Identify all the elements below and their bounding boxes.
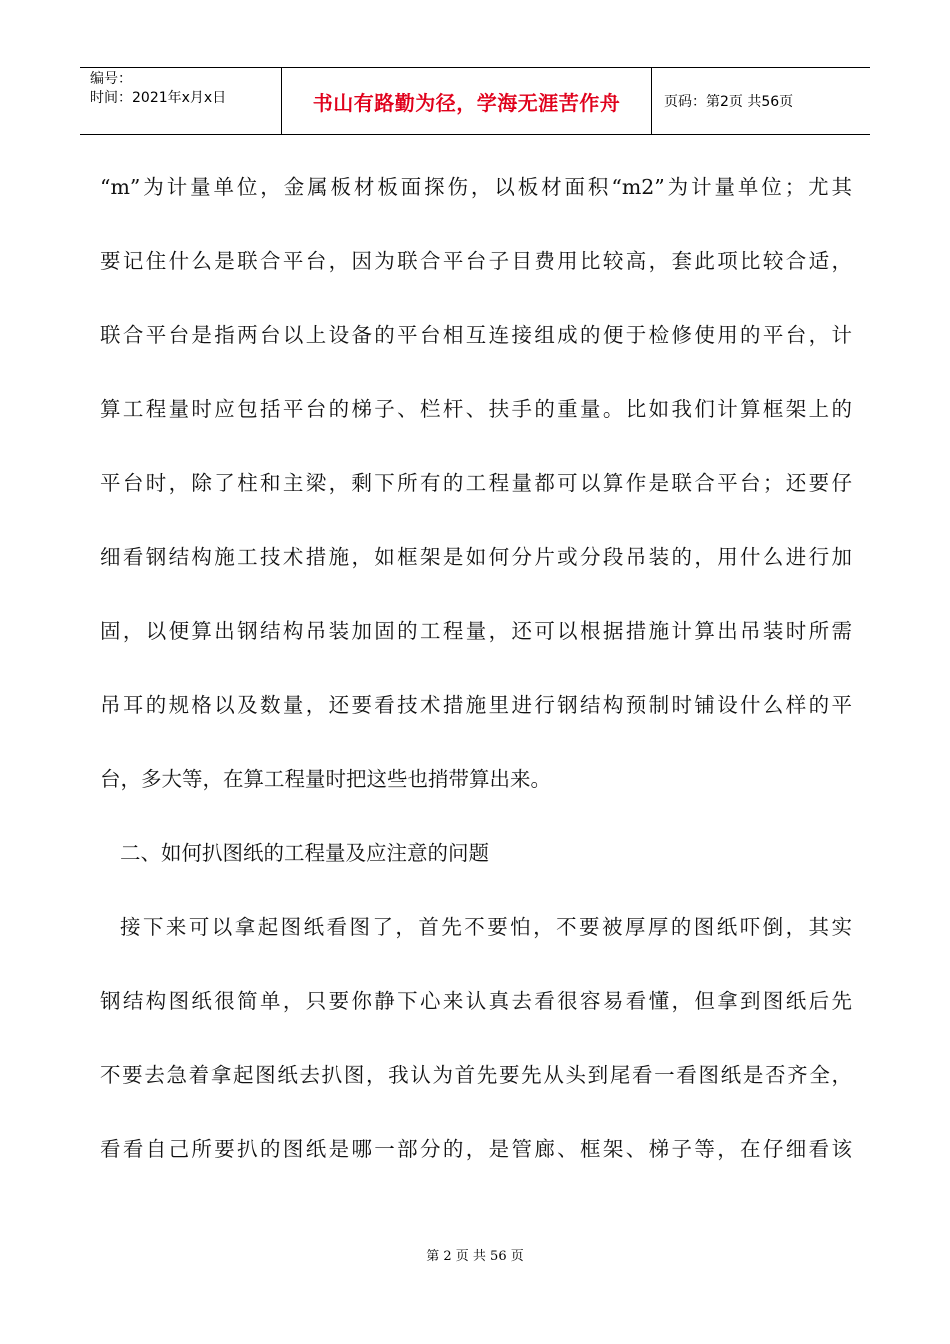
header-page-number: 页码：第2页 共56页 <box>664 94 794 110</box>
body-line: 不要去急着拿起图纸去扒图，我认为首先要先从头到尾看一看图纸是否齐全， <box>100 1063 852 1087</box>
body-line: “m”为计量单位，金属板材板面探伤，以板材面积“m2”为计量单位；尤其 <box>100 175 852 199</box>
section-heading: 二、如何扒图纸的工程量及应注意的问题 <box>120 841 489 865</box>
page-footer: 第 2 页 共 56 页 <box>426 1249 524 1264</box>
body-line: 看看自己所要扒的图纸是哪一部分的，是管廊、框架、梯子等，在仔细看该 <box>100 1137 852 1161</box>
body-line: 平台时，除了柱和主梁，剩下所有的工程量都可以算作是联合平台；还要仔 <box>100 471 852 495</box>
body-line: 接下来可以拿起图纸看图了，首先不要怕，不要被厚厚的图纸吓倒，其实 <box>120 915 852 939</box>
body-line: 要记住什么是联合平台，因为联合平台子目费用比较高，套此项比较合适， <box>100 249 852 273</box>
body-line: 细看钢结构施工技术措施，如框架是如何分片或分段吊装的，用什么进行加 <box>100 545 852 569</box>
document-number: 编号： <box>90 71 132 87</box>
page-header <box>80 67 870 135</box>
header-meta <box>80 68 282 134</box>
header-motto: 书山有路勤为径，学海无涯苦作舟 <box>282 68 652 134</box>
document-body <box>100 150 852 1186</box>
body-line: 固，以便算出钢结构吊装加固的工程量，还可以根据措施计算出吊装时所需 <box>100 619 852 643</box>
body-line: 算工程量时应包括平台的梯子、栏杆、扶手的重量。比如我们计算框架上的 <box>100 397 852 421</box>
body-line: 吊耳的规格以及数量，还要看技术措施里进行钢结构预制时铺设什么样的平 <box>100 693 852 717</box>
body-line: 台，多大等，在算工程量时把这些也捎带算出来。 <box>100 767 551 791</box>
body-line: 联合平台是指两台以上设备的平台相互连接组成的便于检修使用的平台，计 <box>100 323 852 347</box>
document-date: 时间：2021年x月x日 <box>90 90 227 106</box>
body-line: 钢结构图纸很简单，只要你静下心来认真去看很容易看懂，但拿到图纸后先 <box>100 989 852 1013</box>
